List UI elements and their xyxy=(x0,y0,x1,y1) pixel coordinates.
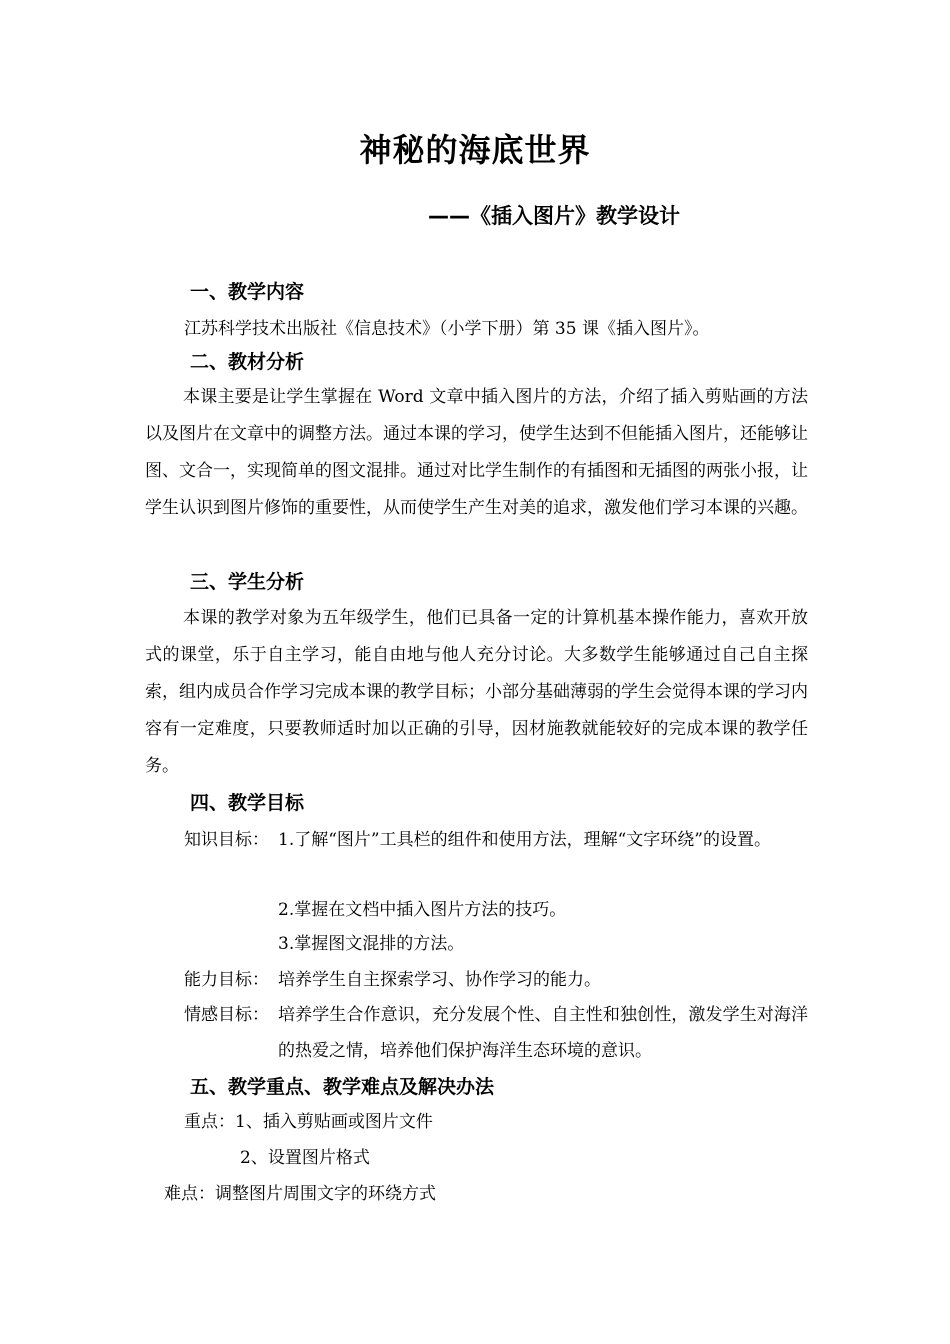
key-point-line-1: 重点：1、插入剪贴画或图片文件 xyxy=(184,1112,433,1132)
ability-goal-label: 能力目标： xyxy=(184,970,269,990)
section-heading-content: 一、教学内容 xyxy=(190,281,305,303)
knowledge-goal-item-1: 1.了解“图片”工具栏的组件和使用方法，理解“文字环绕”的设置。 xyxy=(278,830,771,850)
section-text-material-analysis: 本课主要是让学生掌握在 Word 文章中插入图片的方法，介绍了插入剪贴画的方法以及图片在文章中的调整方法。通过本课的学习，使学生达到不但能插入图片，还能够让图、文合一，实现简单的图文混排。通过对比学生制作的有插图和无插图的两张小报，让学生认识到图片修饰的重要性，从而使学生产生对美的追求，激发他们学习本课的兴趣。 xyxy=(145,387,808,518)
document-subtitle: ——《插入图片》教学设计 xyxy=(428,204,680,228)
difficulty-line: 难点：调整图片周围文字的环绕方式 xyxy=(164,1184,436,1204)
document-title: 神秘的海底世界 xyxy=(359,131,591,169)
emotion-goal-text: 培养学生合作意识，充分发展个性、自主性和独创性，激发学生对海洋的热爱之情，培养他们保护海洋生态环境的意识。 xyxy=(278,1005,808,1061)
section-heading-student-analysis: 三、学生分析 xyxy=(190,571,305,593)
section-heading-teaching-goals: 四、教学目标 xyxy=(190,792,305,814)
ability-goal-row xyxy=(184,962,808,998)
ability-goal-text: 培养学生自主探索学习、协作学习的能力。 xyxy=(278,970,601,990)
emotion-goal-row xyxy=(184,997,808,1069)
section-text-content: 江苏科学技术出版社《信息技术》（小学下册）第 35 课《插入图片》。 xyxy=(184,319,710,339)
section-text-student-analysis: 本课的教学对象为五年级学生，他们已具备一定的计算机基本操作能力，喜欢开放式的课堂，乐于自主学习，能自由地与他人充分讨论。大多数学生能够通过自己自主探索，组内成员合作学习完成本课的教学目标；小部分基础薄弱的学生会觉得本课的学习内容有一定难度，只要教师适时加以正确的引导，因材施教就能较好的完成本课的教学任务。 xyxy=(145,608,808,776)
emotion-goal-label: 情感目标： xyxy=(184,1005,269,1025)
key-point-line-2: 2、设置图片格式 xyxy=(240,1148,370,1168)
section-heading-material-analysis: 二、教材分析 xyxy=(190,351,305,373)
knowledge-goal-item-3: 3.掌握图文混排的方法。 xyxy=(278,934,465,954)
knowledge-goal-label: 知识目标： xyxy=(184,830,269,850)
knowledge-goal-item-2: 2.掌握在文档中插入图片方法的技巧。 xyxy=(278,900,567,920)
section-heading-key-points: 五、教学重点、教学难点及解决办法 xyxy=(190,1076,495,1098)
knowledge-goal-row xyxy=(184,822,808,894)
